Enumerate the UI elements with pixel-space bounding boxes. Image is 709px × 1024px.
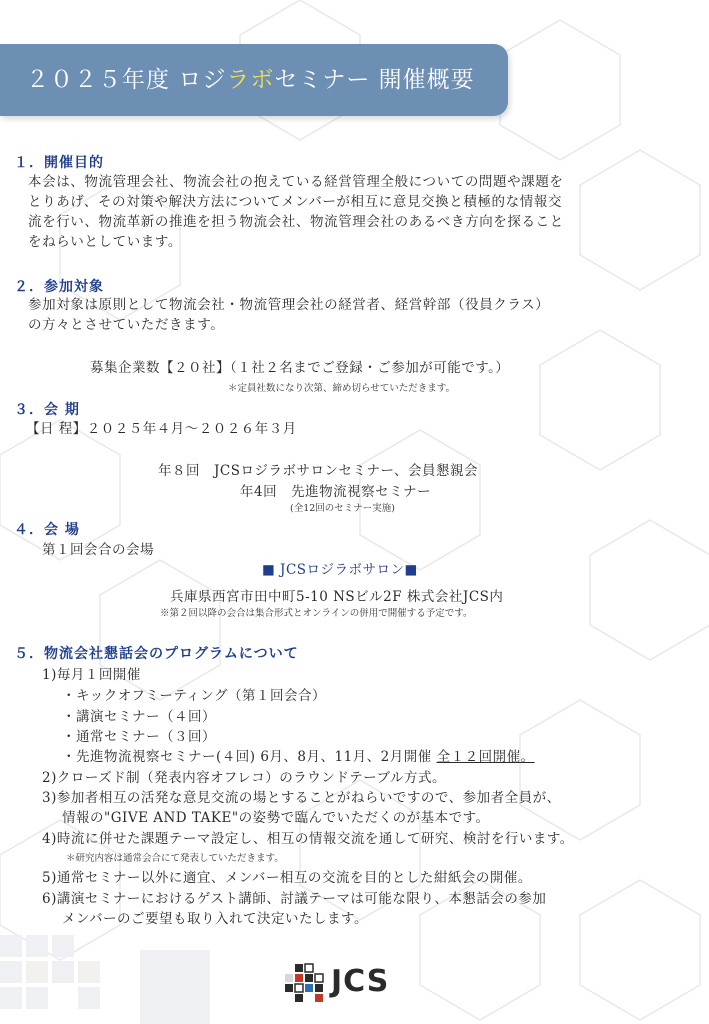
section-target-body <box>28 295 688 335</box>
program-item-2: 2)クローズド制（発表内容オフレコ）のラウンドテーブル方式。 <box>42 770 447 786</box>
section-purpose-heading: １．開催目的 <box>14 155 104 171</box>
purpose-line-3: 流を行い、物流革新の推進を担う物流会社、物流管理会社のあるべき方向を探ること <box>28 214 564 230</box>
program-total: 全１２回開催。 <box>436 749 535 765</box>
target-line-2: の方々とさせていただきます。 <box>28 317 225 333</box>
program-item-4: 4)時流に併せた課題テーマ設定し、相互の情報交流を通して研究、検討を行います。 <box>42 831 574 847</box>
jcs-logo-mark-icon <box>285 962 327 1002</box>
title-logi: ロジ <box>178 67 227 93</box>
venue-address: 兵庫県西宮市田中町5‐10 NSビル2F 株式会社JCS内 <box>170 589 504 605</box>
program-item-6b: メンバーのご要望も取り入れて決定いたします。 <box>62 911 368 927</box>
program-sub-4 <box>62 745 535 765</box>
section-program-heading: ５．物流会社懇話会のプログラムについて <box>14 646 299 662</box>
period-line-2: 年4回 先進物流視察セミナー <box>240 484 432 500</box>
program-item-6a: 6)講演セミナーにおけるゲスト講師、討議テーマは可能な限り、本懇話会の参加 <box>42 891 547 907</box>
venue-note: ※第２回以降の会合は集合形式とオンラインの併用で開催する予定です。 <box>160 608 473 619</box>
program-sub-2: ・講演セミナー（４回） <box>62 709 216 725</box>
period-line-1: 年８回 JCSロジラボサロンセミナー、会員懇親会 <box>158 463 478 479</box>
purpose-line-1: 本会は、物流管理会社、物流会社の抱えている経営管理全般についての問題や課題を <box>28 174 564 190</box>
venue-first: 第１回会合の会場 <box>42 542 154 558</box>
section-period-heading: ３．会 期 <box>14 402 80 418</box>
program-sub-3: ・通常セミナー（３回） <box>62 729 216 745</box>
title-suffix: セミナー 開催概要 <box>274 67 475 93</box>
title-year: ２０２５年度 <box>26 67 170 93</box>
section-purpose-body <box>28 172 688 252</box>
program-item-5: 5)通常セミナー以外に適宜、メンバー相互の交流を目的とした紺紙会の開催。 <box>42 870 532 886</box>
page-title <box>26 44 475 116</box>
section-venue-heading: ４．会 場 <box>14 522 80 538</box>
purpose-line-2: とりあげ、その対策や解決方法についてメンバーが相互に意見交換と積極的な情報交 <box>28 194 563 210</box>
program-item-3a: 3)参加者相互の活発な意見交流の場とすることがねらいですので、参加者全員が、 <box>42 790 561 806</box>
program-item-3b: 情報の"GIVE AND TAKE"の姿勢で臨んでいただくのが基本です。 <box>62 810 490 826</box>
target-line-1: 参加対象は原則として物流会社・物流管理会社の経営者、経営幹部（役員クラス） <box>28 297 550 313</box>
venue-salon-name: ■ JCSロジラボサロン■ <box>262 562 418 578</box>
jcs-logo-text: JCS <box>331 964 390 999</box>
purpose-line-4: をねらいとしています。 <box>28 234 183 250</box>
program-sub-1: ・キックオフミーティング（第１回会合） <box>62 688 326 704</box>
program-item-4-note: ＊研究内容は通常会合にて発表していただきます。 <box>66 853 284 864</box>
jcs-logo <box>285 962 425 1002</box>
section-target-heading: ２．参加対象 <box>14 279 104 295</box>
recruit-note: ＊定員社数になり次第、締め切らせていただきます。 <box>228 383 455 394</box>
program-sub-4-text: ・先進物流視察セミナー(４回) 6月、8月、11月、2月開催 <box>62 749 432 765</box>
title-labo: ラボ <box>226 67 275 93</box>
period-note: (全12回のセミナー実施) <box>290 503 396 514</box>
program-item-1: 1)毎月１回開催 <box>42 667 141 683</box>
recruit-count: 募集企業数【２０社】（１社２名までご登録・ご参加が可能です。） <box>90 360 510 376</box>
title-banner <box>0 44 508 116</box>
schedule-line: 【日 程】２０２５年４月～２０２６年３月 <box>26 421 297 437</box>
